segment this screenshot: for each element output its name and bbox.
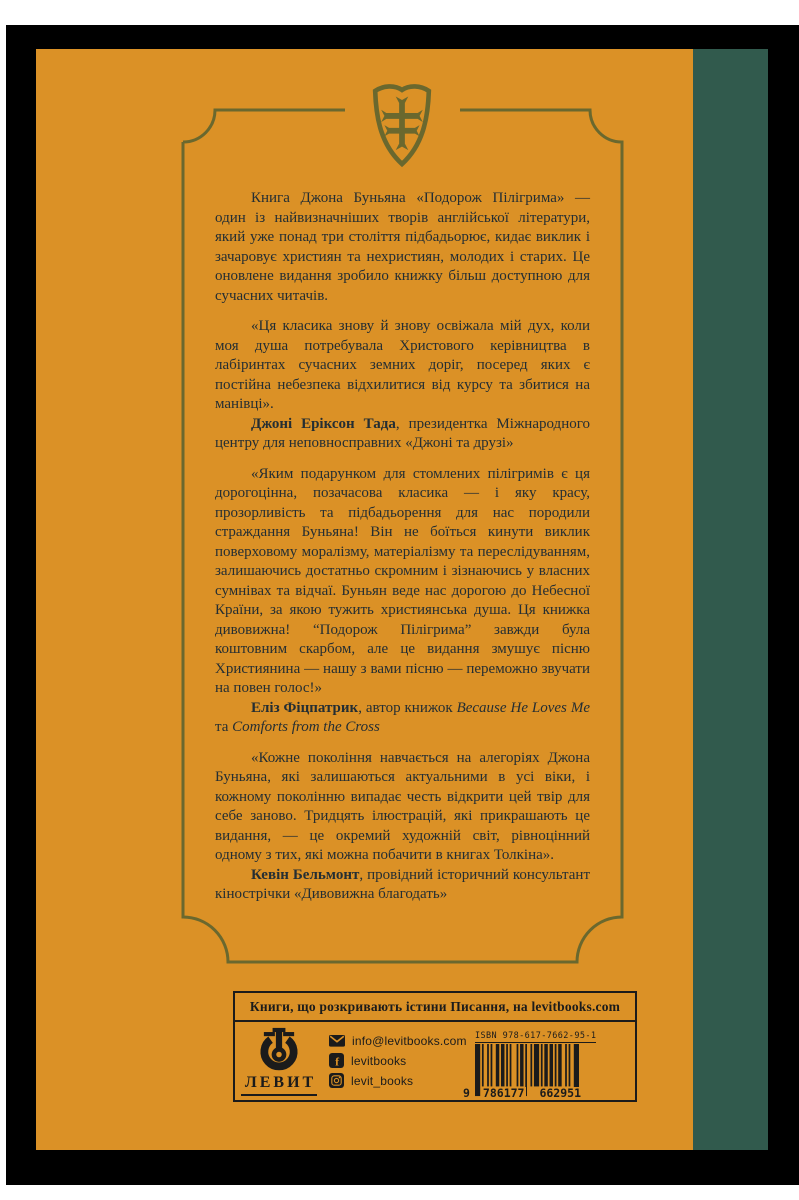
levit-logo-icon	[254, 1027, 304, 1071]
quote-attribution	[215, 866, 590, 905]
attribution-text: Comforts from the Cross	[232, 719, 380, 735]
svg-text:f: f	[335, 1054, 340, 1068]
quote-paragraph: «Кожне покоління навчається на алегоріях Джона Буньяна, які залишаються актуальними в усі віки, і кожному поколінню випадає честь відкрити цей твір для себе заново. Тридцять ілюстрацій, які прикрашають це видання, — це окремий художній світ, рівноцінний одному з тих, які можна побачити в книгах Толкіна».	[215, 749, 590, 863]
instagram-icon	[329, 1073, 344, 1088]
endorser-name: Кевін Бельмонт	[251, 866, 360, 883]
isbn-barcode	[463, 1025, 597, 1100]
contact-label: levitbooks	[351, 1053, 407, 1068]
contact-row	[329, 1034, 467, 1048]
back-cover	[36, 49, 693, 1150]
banner-tagline: Книги, що розкривають істини Писання, на levitbooks.com	[235, 993, 635, 1022]
contact-label: levit_books	[351, 1073, 414, 1088]
quote-attribution	[215, 699, 590, 738]
barcode-digit-group: 9	[463, 1085, 470, 1100]
email-icon	[329, 1035, 345, 1047]
barcode-digits	[463, 1087, 583, 1099]
publisher-info-box	[233, 991, 637, 1102]
attribution-text: та	[215, 719, 233, 735]
attribution-text: , провідний історичний консультант кінострічки «Дивовижна благодать»	[215, 866, 590, 902]
quote-attribution	[215, 415, 590, 454]
contact-list	[329, 1034, 467, 1088]
quote-paragraph: «Яким подарунком для стомлених пілігримів є ця дорогоцінна, позачасова класика — і яку красу, прозорливість та підбадьорення для нас породили страждання Буньяна! Він не боїться кинути виклик поверховому моралізму, матеріалізму та переслідуванням, залишаючись достатньо скромним і зізнаючись у власних сумнівах та відчаї. Буньян веде нас дорогою до Небесної Країни, за якою тужить християнська душа. Ця книжка дивовижна! “Подорож Пілігрима” завжди була коштовним скарбом, але це видання змушує пісню Християнина — нашу з вами пісню — переможно звучати на повен голос!»	[215, 465, 590, 696]
isbn-label: ISBN 978-617-7662-95-1	[475, 1030, 597, 1041]
shield-cross-icon	[365, 80, 439, 174]
barcode-digit-group: 662951	[539, 1085, 581, 1100]
barcode-bars	[465, 1044, 583, 1098]
book-spine	[693, 49, 768, 1150]
attribution-text: Because He Loves Me	[456, 699, 590, 716]
publisher-name: ЛЕВИТ	[241, 1073, 317, 1096]
quote-paragraph: «Ця класика знову й знову освіжала мій дух, коли моя душа потребувала Христового керівництва в лабіринтах сучасних земних доріг, посеред яких є постійна небезпека відхилитися від курсу та збитися на манівці».	[215, 318, 590, 412]
contact-row	[329, 1053, 451, 1068]
barcode-digit-group: 786177	[482, 1085, 525, 1100]
publisher-info-row	[235, 1022, 635, 1100]
contact-row	[329, 1073, 451, 1088]
publisher-logo	[244, 1027, 317, 1096]
endorser-name: Джоні Еріксон Тада	[251, 415, 396, 432]
intro-paragraph: Книга Джона Буньяна «Подорож Пілігрима» — один із найвизначніших творів англійської літератури, який уже понад три століття підбадьорює, кидає виклик і зачаровує християн та нехристиян, молодих і старих. Це оновлене видання зробило книжку більш доступною для сучасних читачів.	[215, 190, 590, 304]
attribution-text: , автор книжок	[358, 699, 457, 716]
attribution-text: , президентка Міжнародного центру для неповносправних «Джоні та друзі»	[215, 415, 590, 451]
contact-label: info@levitbooks.com	[352, 1034, 467, 1048]
facebook-icon	[329, 1053, 344, 1068]
endorser-name: Еліз Фіцпатрик	[251, 699, 359, 716]
blurb-text	[215, 189, 590, 916]
